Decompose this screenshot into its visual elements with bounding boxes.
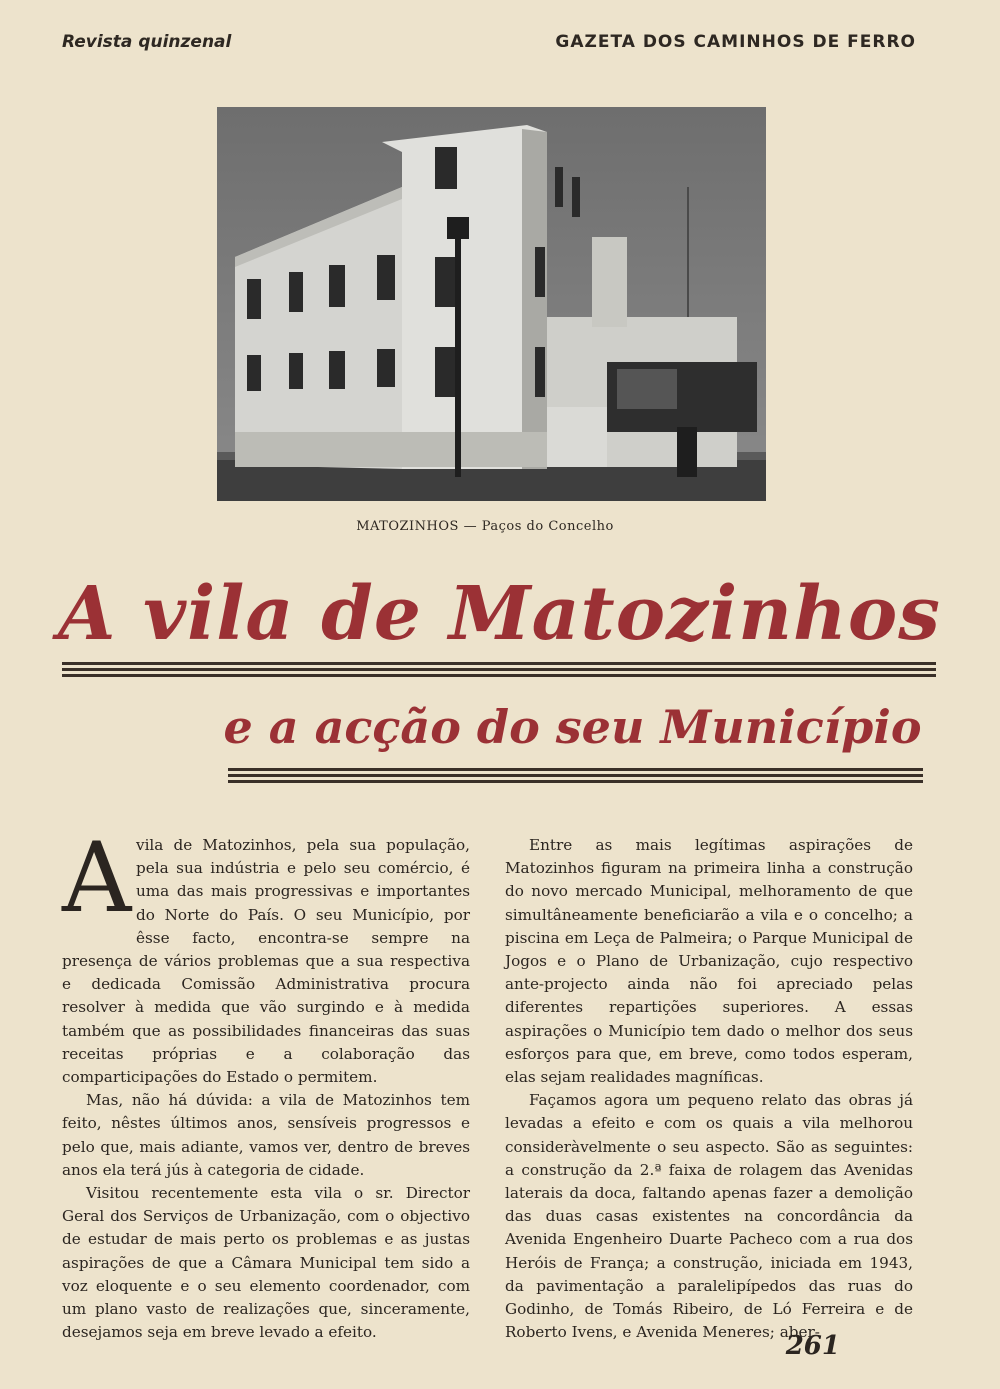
article-subtitle: e a acção do seu Município xyxy=(223,700,922,754)
article-column-right xyxy=(505,834,913,1344)
drop-cap: A xyxy=(62,822,132,934)
photo-caption: MATOZINHOS — Paços do Concelho xyxy=(356,519,614,534)
page-number: 261 xyxy=(785,1331,840,1361)
paragraph: Façamos agora um pequeno relato das obras já levadas a efeito e com os quais a vila melhorou consideràvelmente o seu aspecto. São as seguintes: a construção da 2.ª faixa de rolagem das Avenidas laterais da doca, faltando apenas fazer a demolição das duas casas existentes na concordância da Avenida Engenheiro Duarte Pacheco com a rua dos Heróis de França; a construção, iniciada em 1943, da pavimentação a paralelipípedos das ruas do Godinho, de Tomás Ribeiro, de Ló Ferreira e de Roberto Ivens, e Avenida Meneres; aber- xyxy=(505,1091,913,1342)
town-hall-photo xyxy=(217,107,766,501)
article-column-left xyxy=(62,822,470,1344)
publication-title: GAZETA DOS CAMINHOS DE FERRO xyxy=(555,32,916,52)
paragraph: Entre as mais legítimas aspirações de Matozinhos figuram na primeira linha a construção do novo mercado Municipal, melhoramento de que simultâneamente beneficiarão a vila e o concelho; a piscina em Leça de Palmeira; o Parque Municipal de Jogos e o Plano de Urbanização, cujo respectivo ante-projecto ainda não foi apreciado pelas diferentes repartições superiores. A essas aspirações o Município tem dado o melhor dos seus esforços para que, em breve, como todos esperam, elas sejam realidades magníficas. xyxy=(505,836,913,1087)
paragraph: Mas, não há dúvida: a vila de Matozinhos tem feito, nêstes últimos anos, sensíveis progressos e pelo que, mais adiante, vamos ver, dentro de breves anos ela terá jús à categoria de cidade. xyxy=(62,1091,470,1179)
article-title: A vila de Matozinhos xyxy=(58,571,941,657)
page-header xyxy=(62,30,916,60)
paragraph: Visitou recentemente esta vila o sr. Director Geral dos Serviços de Urbanização, com o objectivo de estudar de mais perto os problemas e as justas aspirações de que a Câmara Municipal tem sido a voz eloquente e o seu elemento coordenador, com um plano vasto de realizações que, sinceramente, desejamos seja em breve levado a efeito. xyxy=(62,1184,470,1342)
title-rule-top xyxy=(62,662,936,680)
title-rule-bottom xyxy=(228,768,923,786)
paragraph: vila de Matozinhos, pela sua população, pela sua indústria e pelo seu comércio, é uma das mais progressivas e importantes do Norte do País. O seu Município, por êsse facto, encontra-se sempre na presença de vários problemas que a sua respectiva e dedicada Comissão Administrativa procura resolver à medida que vão surgindo e à medida também que as possibilidades financeiras das suas receitas próprias e a colaboração das comparticipações do Estado o permitem. xyxy=(62,836,470,1087)
periodicity-label: Revista quinzenal xyxy=(62,32,232,52)
